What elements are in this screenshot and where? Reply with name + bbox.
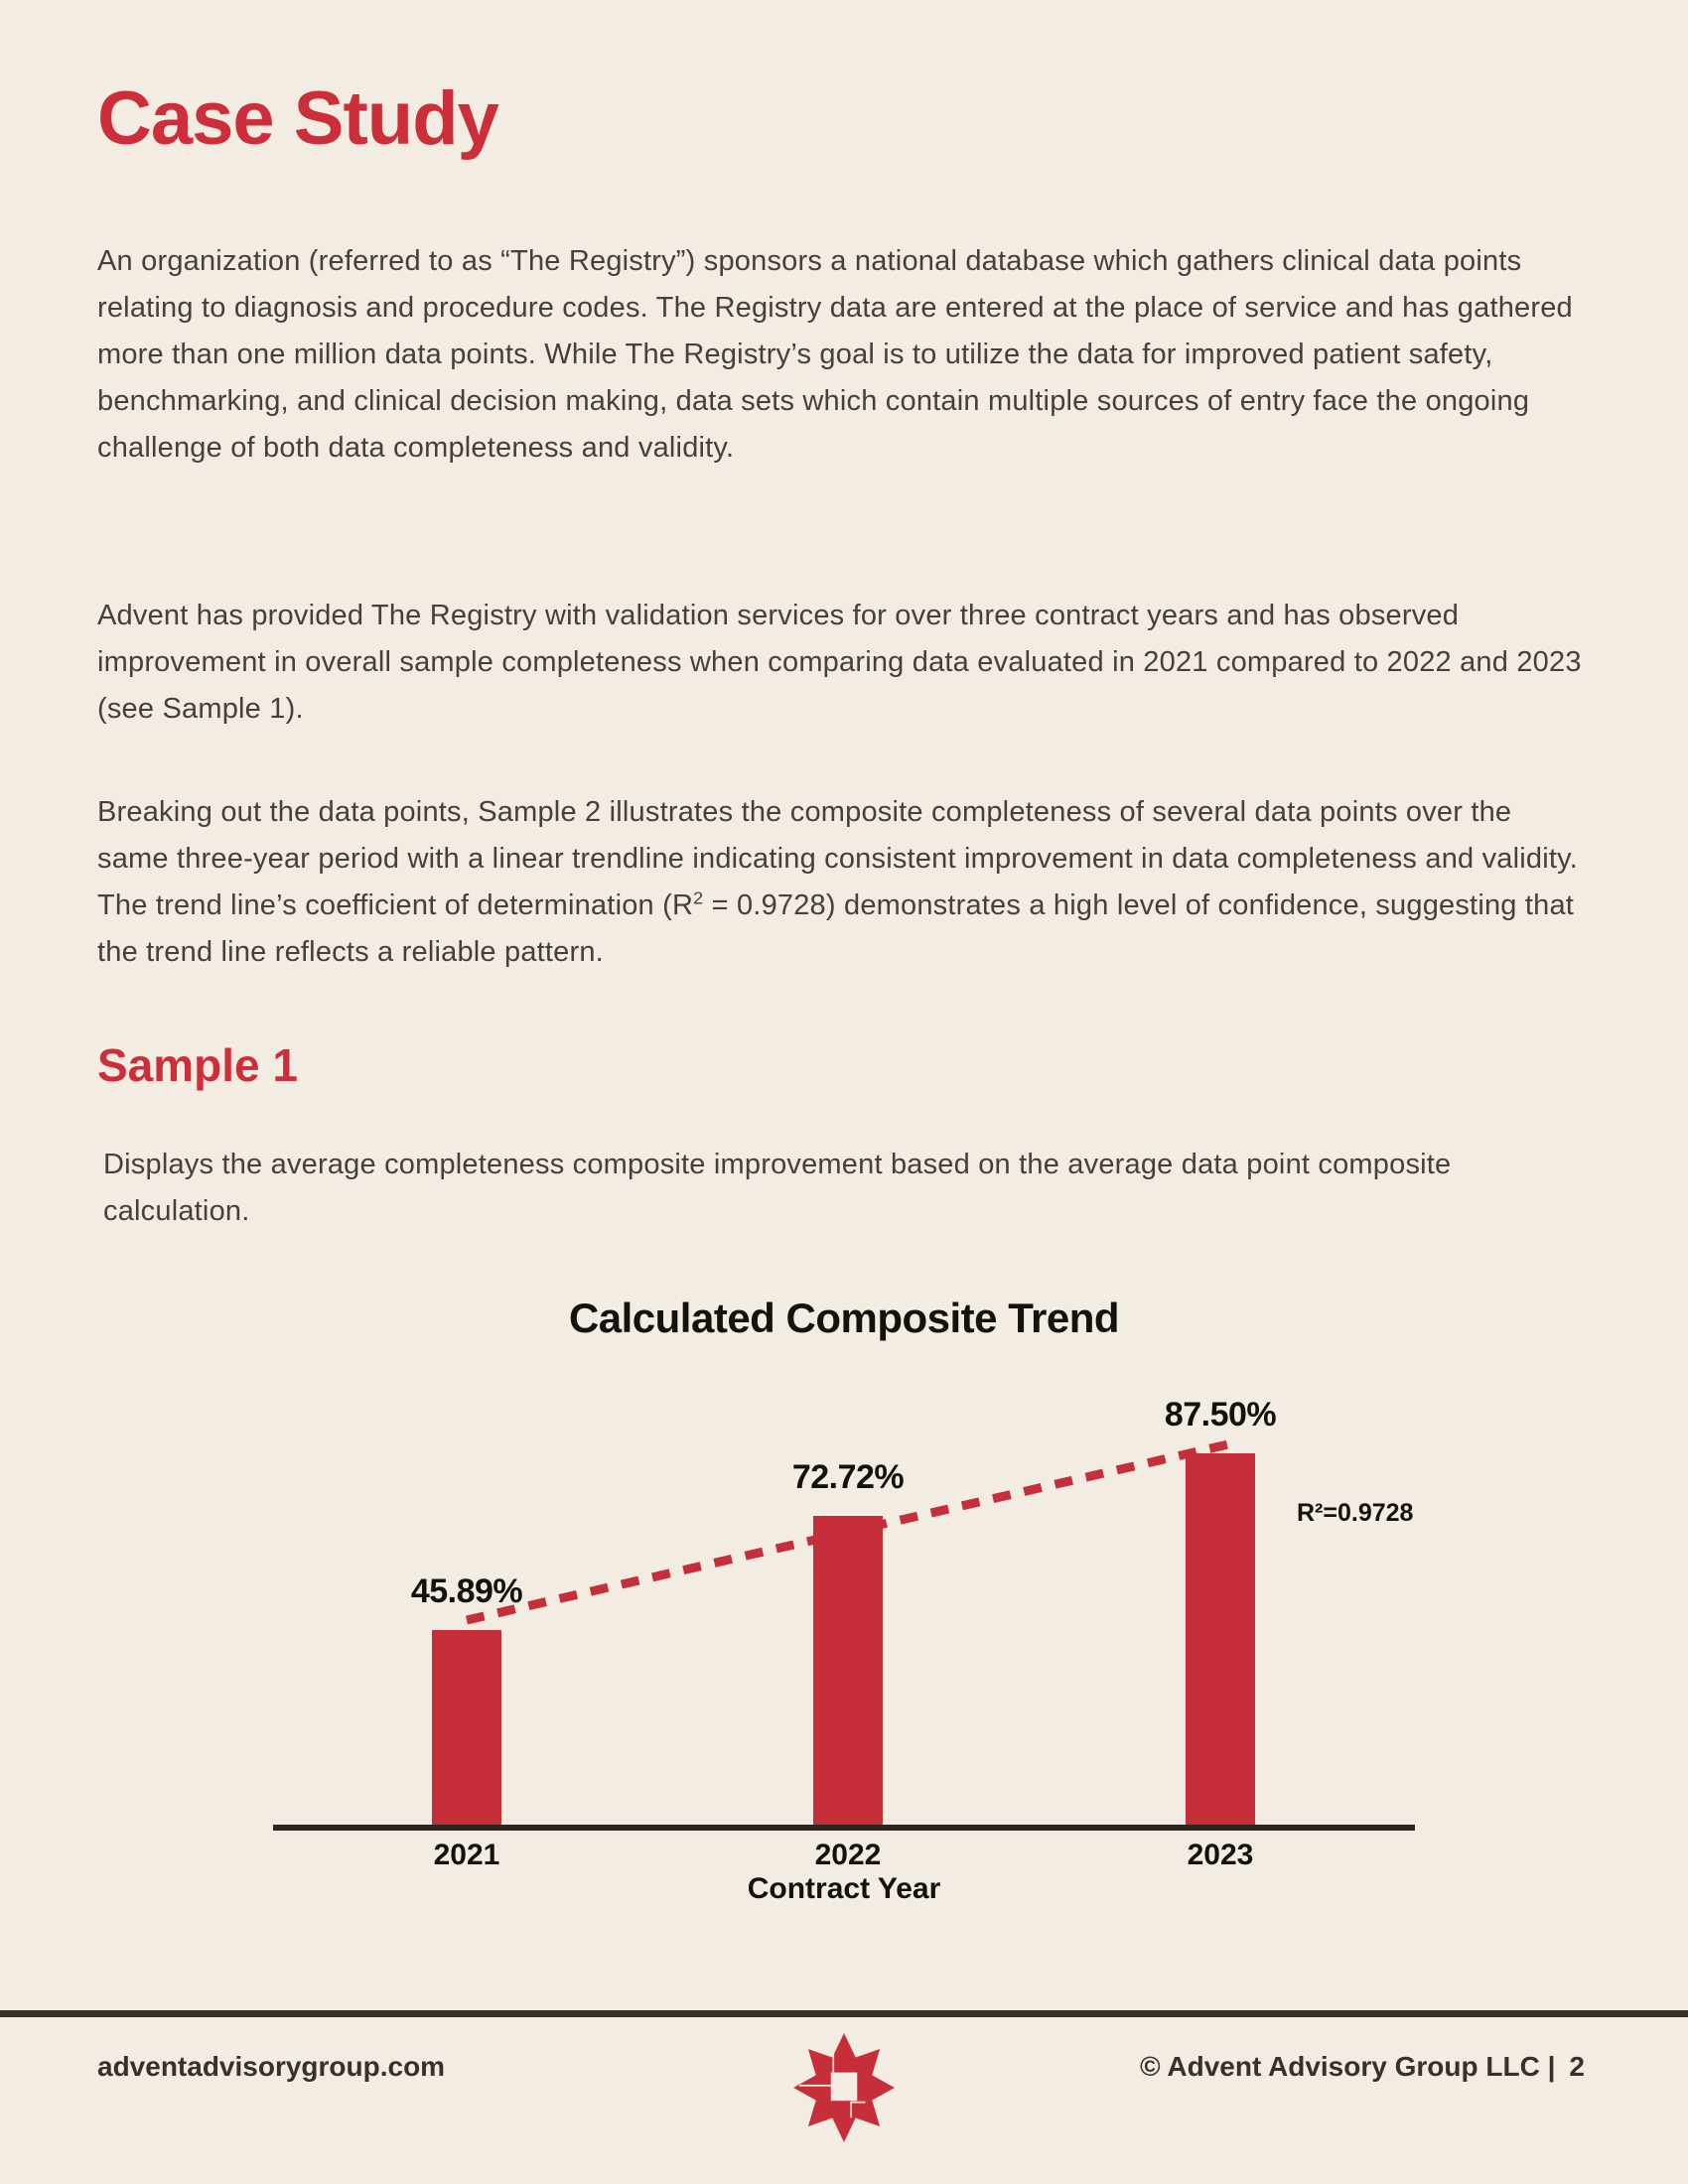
sample1-heading: Sample 1	[97, 1039, 298, 1091]
x-tick-label: 2023	[1187, 1839, 1254, 1871]
x-axis-line	[273, 1825, 1415, 1831]
chart-title: Calculated Composite Trend	[568, 1295, 1120, 1341]
bar-value-label: 45.89%	[410, 1572, 523, 1610]
paragraph-trendline-text: Breaking out the data points, Sample 2 illustrates the composite completeness of several data points over the same three-year period with a linear trendline indicating consistent improvement in data completeness and validity. The trend line’s coefficient of determination (R	[97, 796, 1578, 921]
copyright-text: © Advent Advisory Group LLC |	[1140, 2051, 1556, 2082]
chart-bar-2022	[813, 1516, 883, 1825]
page-title: Case Study	[97, 76, 498, 161]
r-squared-label: R²=0.9728	[1297, 1499, 1414, 1527]
x-axis-title: Contract Year	[747, 1872, 941, 1905]
footer-copyright	[1140, 2051, 1585, 2083]
paragraph-advent-services: Advent has provided The Registry with validation services for over three contract years and has observed improvement in overall sample completeness when comparing data evaluated in 2021 compared to 2022 and 2023 (see Sample 1).	[97, 600, 1582, 725]
chart-plot-area	[0, 1281, 1688, 1936]
superscript-2: 2	[693, 887, 704, 908]
advent-pinwheel-logo-icon	[793, 2033, 895, 2142]
bar-value-label: 87.50%	[1164, 1396, 1277, 1433]
paragraph-trendline	[97, 789, 1583, 976]
sample1-description: Displays the average completeness composite improvement based on the average data point composite calculation.	[103, 1149, 1452, 1227]
bar-value-label: 72.72%	[791, 1458, 905, 1496]
x-tick-label: 2022	[814, 1839, 882, 1871]
composite-trend-chart	[0, 1281, 1688, 1936]
footer-divider	[0, 2010, 1688, 2017]
paragraph-intro: An organization (referred to as “The Registry”) sponsors a national database which gathers clinical data points relating to diagnosis and procedure codes. The Registry data are entered at the place of service and has gathered more than one million data points. While The Registry’s goal is to utilize the data for improved patient safety, benchmarking, and clinical decision making, data sets which contain multiple sources of entry face the ongoing challenge of both data completeness and validity.	[97, 245, 1573, 464]
x-tick-label: 2021	[433, 1839, 500, 1871]
footer-website: adventadvisorygroup.com	[97, 2051, 446, 2082]
chart-bar-2021	[432, 1630, 501, 1825]
chart-bar-2023	[1186, 1453, 1255, 1825]
paragraph-trendline-text-after: = 0.9728) demonstrates a high level of confidence, suggesting that the trend line reflects a reliable pattern.	[97, 889, 1575, 968]
page-number: 2	[1569, 2051, 1585, 2082]
